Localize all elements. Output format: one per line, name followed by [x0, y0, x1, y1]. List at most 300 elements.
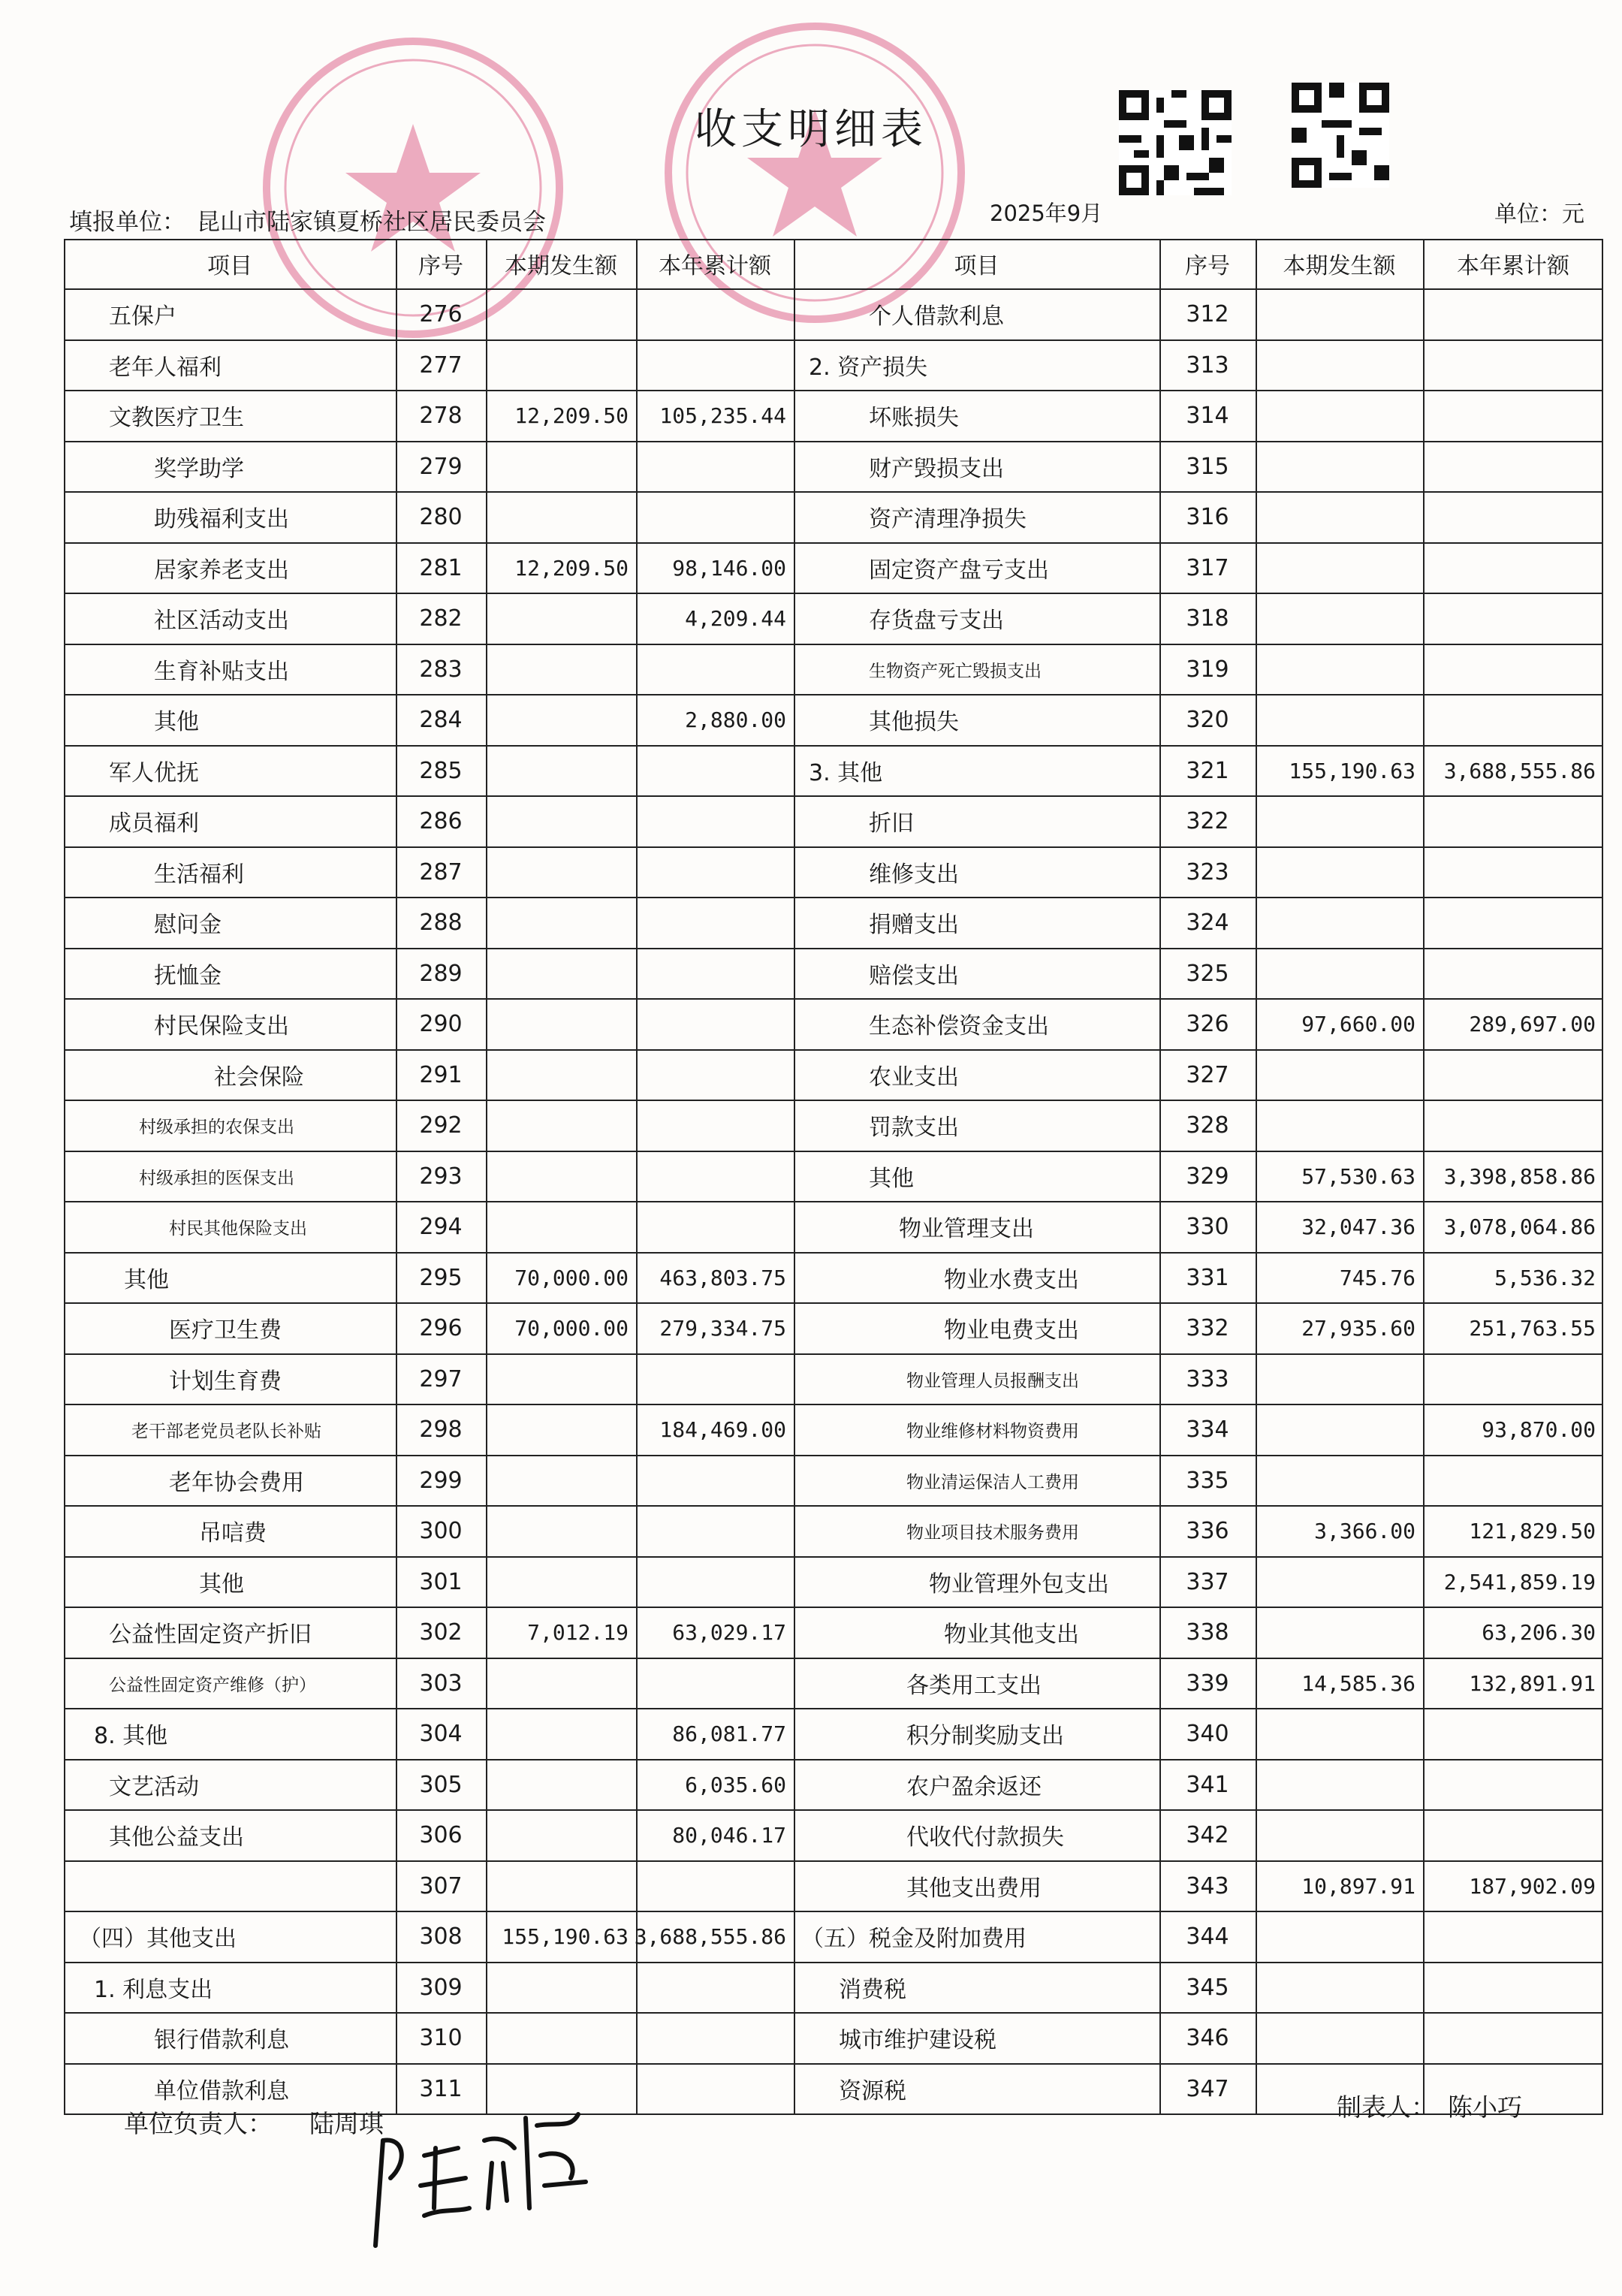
left-row-ytd-amount — [636, 897, 786, 948]
left-row-current-amount — [486, 745, 629, 796]
left-row-item-label: 助残福利支出 — [154, 506, 289, 533]
right-row-current-amount — [1256, 542, 1415, 593]
left-row-ytd-amount: 86,081.77 — [672, 1721, 786, 1746]
left-row-seq: 306 — [419, 1821, 463, 1848]
right-row-current-amount — [1256, 491, 1415, 542]
right-row-seq: 319 — [1186, 656, 1229, 683]
right-row-seq: 328 — [1186, 1112, 1229, 1139]
left-row-ytd-amount — [636, 2063, 786, 2114]
left-row-item-label: 生活福利 — [154, 861, 244, 888]
left-row-item-label: 成员福利 — [109, 810, 199, 837]
right-row-ytd-amount — [1423, 339, 1596, 391]
left-row-seq: 292 — [419, 1112, 463, 1139]
preparer-name: 陈小巧 — [1448, 2092, 1522, 2122]
left-row-item-label: 慰问金 — [154, 912, 222, 938]
left-row-current-amount — [486, 441, 629, 492]
left-row-ytd-amount — [636, 1962, 786, 2013]
right-row-item-label: （五）税金及附加费用 — [801, 1926, 1027, 1952]
right-row-ytd-amount: 3,688,555.86 — [1443, 758, 1596, 783]
right-row-seq: 338 — [1186, 1619, 1229, 1646]
right-row-ytd-amount: 132,891.91 — [1469, 1670, 1596, 1696]
left-header-current: 本期发生额 — [505, 253, 617, 279]
right-row-ytd-amount — [1423, 948, 1596, 999]
left-row-current-amount — [486, 1708, 629, 1759]
right-row-current-amount — [1256, 1455, 1415, 1506]
right-row-ytd-amount: 5,536.32 — [1494, 1265, 1596, 1290]
right-row-ytd-amount — [1423, 288, 1596, 339]
right-row-item-label: 物业管理人员报酬支出 — [906, 1371, 1079, 1391]
right-row-seq: 322 — [1186, 807, 1229, 834]
left-row-current-amount — [486, 1809, 629, 1860]
left-row-item-label: 公益性固定资产维修（护） — [109, 1675, 316, 1695]
right-row-item-label: 资产清理净损失 — [869, 506, 1027, 533]
left-row-item-label: 社会保险 — [214, 1064, 304, 1091]
left-row-current-amount — [486, 1353, 629, 1404]
left-row-item-label: 其他 — [154, 709, 199, 735]
left-row-ytd-amount — [636, 1353, 786, 1404]
right-row-current-amount — [1256, 1809, 1415, 1860]
right-row-item-label: 3. 其他 — [809, 760, 883, 786]
left-row-current-amount — [486, 1049, 629, 1100]
left-row-seq: 276 — [419, 300, 463, 327]
left-row-current-amount — [486, 644, 629, 695]
right-row-current-amount: 745.76 — [1339, 1265, 1415, 1290]
right-row-current-amount — [1256, 1708, 1415, 1759]
left-row-ytd-amount — [636, 1556, 786, 1607]
left-row-item-label: 奖学助学 — [154, 456, 244, 482]
left-row-seq: 304 — [419, 1720, 463, 1747]
right-row-current-amount — [1256, 1404, 1415, 1455]
handwritten-signature — [353, 2095, 601, 2253]
left-row-seq: 283 — [419, 656, 463, 683]
left-row-item-label: 其他 — [124, 1267, 169, 1293]
right-row-ytd-amount — [1423, 1708, 1596, 1759]
left-row-current-amount — [486, 1505, 629, 1556]
left-row-ytd-amount — [636, 1455, 786, 1506]
left-header-item: 项目 — [207, 253, 252, 279]
right-row-item-label: 维修支出 — [869, 861, 959, 888]
right-row-item-label: 2. 资产损失 — [809, 355, 928, 381]
right-row-item-label: 个人借款利息 — [869, 303, 1004, 330]
right-row-ytd-amount — [1423, 491, 1596, 542]
right-row-ytd-amount — [1423, 1759, 1596, 1810]
right-row-current-amount — [1256, 1556, 1415, 1607]
right-row-seq: 345 — [1186, 1974, 1229, 2001]
left-row-current-amount — [486, 1201, 629, 1252]
right-row-current-amount — [1256, 846, 1415, 898]
left-row-seq: 308 — [419, 1923, 463, 1950]
table-vertical-rule — [1602, 239, 1603, 2113]
right-row-ytd-amount — [1423, 1049, 1596, 1100]
left-row-seq: 279 — [419, 453, 463, 480]
right-row-ytd-amount — [1423, 390, 1596, 441]
right-row-ytd-amount — [1423, 2012, 1596, 2063]
left-row-ytd-amount: 98,146.00 — [672, 555, 786, 581]
left-row-seq: 277 — [419, 351, 463, 379]
right-row-seq: 336 — [1186, 1517, 1229, 1544]
left-row-item-label: 村民保险支出 — [154, 1013, 289, 1039]
left-row-current-amount: 12,209.50 — [514, 555, 629, 581]
right-row-current-amount: 14,585.36 — [1301, 1670, 1415, 1696]
right-row-current-amount: 97,660.00 — [1301, 1011, 1415, 1036]
unit-head-name: 陆周琪 — [309, 2109, 384, 2138]
left-row-current-amount — [486, 593, 629, 644]
left-row-current-amount — [486, 1100, 629, 1151]
left-row-seq: 280 — [419, 503, 463, 530]
left-row-current-amount — [486, 1759, 629, 1810]
right-row-item-label: 农业支出 — [869, 1064, 959, 1091]
right-header-ytd: 本年累计额 — [1457, 253, 1569, 279]
right-row-seq: 337 — [1186, 1568, 1229, 1595]
right-row-seq: 323 — [1186, 858, 1229, 886]
left-row-ytd-amount: 6,035.60 — [685, 1772, 786, 1797]
left-row-ytd-amount — [636, 846, 786, 898]
right-row-item-label: 物业管理外包支出 — [929, 1571, 1109, 1598]
left-row-seq: 297 — [419, 1365, 463, 1392]
left-row-item-label: 抚恤金 — [154, 963, 222, 989]
left-row-item-label: 单位借款利息 — [154, 2078, 289, 2104]
left-row-ytd-amount: 184,469.00 — [659, 1417, 786, 1442]
right-row-seq: 313 — [1186, 351, 1229, 379]
left-row-ytd-amount: 463,803.75 — [659, 1265, 786, 1290]
left-row-ytd-amount — [636, 441, 786, 492]
left-row-item-label: 8. 其他 — [94, 1723, 168, 1749]
left-row-current-amount — [486, 1404, 629, 1455]
right-row-seq: 330 — [1186, 1213, 1229, 1240]
right-row-item-label: 固定资产盘亏支出 — [869, 557, 1049, 584]
right-row-seq: 327 — [1186, 1061, 1229, 1088]
left-row-current-amount — [486, 998, 629, 1049]
left-row-item-label: 文教医疗卫生 — [109, 405, 244, 431]
left-row-ytd-amount — [636, 998, 786, 1049]
left-row-ytd-amount: 63,029.17 — [672, 1619, 786, 1645]
right-row-ytd-amount — [1423, 1353, 1596, 1404]
right-row-ytd-amount — [1423, 897, 1596, 948]
right-row-ytd-amount — [1423, 1962, 1596, 2013]
left-row-seq: 291 — [419, 1061, 463, 1088]
right-row-current-amount: 32,047.36 — [1301, 1214, 1415, 1239]
right-row-item-label: 物业项目技术服务费用 — [906, 1522, 1079, 1543]
left-row-current-amount — [486, 1455, 629, 1506]
right-row-ytd-amount — [1423, 441, 1596, 492]
left-row-current-amount — [486, 795, 629, 846]
right-row-current-amount — [1256, 1759, 1415, 1810]
left-row-seq: 290 — [419, 1010, 463, 1037]
right-row-item-label: 捐赠支出 — [869, 912, 959, 938]
right-row-item-label: 折旧 — [869, 810, 914, 837]
right-row-current-amount: 57,530.63 — [1301, 1163, 1415, 1189]
left-row-current-amount: 70,000.00 — [514, 1315, 629, 1341]
right-row-item-label: 物业水费支出 — [944, 1267, 1079, 1293]
left-row-current-amount — [486, 897, 629, 948]
right-row-current-amount — [1256, 288, 1415, 339]
left-row-seq: 299 — [419, 1467, 463, 1494]
right-row-item-label: 坏账损失 — [869, 405, 959, 431]
left-row-seq: 310 — [419, 2024, 463, 2051]
left-row-ytd-amount — [636, 745, 786, 796]
left-row-current-amount — [486, 1151, 629, 1202]
left-row-seq: 282 — [419, 605, 463, 632]
right-row-seq: 320 — [1186, 706, 1229, 733]
left-row-item-label: 村级承担的医保支出 — [139, 1168, 294, 1188]
left-row-ytd-amount — [636, 491, 786, 542]
right-row-seq: 333 — [1186, 1365, 1229, 1392]
left-row-current-amount — [486, 491, 629, 542]
left-row-item-label: 居家养老支出 — [154, 557, 289, 584]
right-row-current-amount — [1256, 1100, 1415, 1151]
left-row-ytd-amount — [636, 1151, 786, 1202]
left-row-ytd-amount — [636, 1049, 786, 1100]
right-row-seq: 318 — [1186, 605, 1229, 632]
right-row-seq: 346 — [1186, 2024, 1229, 2051]
left-row-current-amount — [486, 846, 629, 898]
right-header-seq: 序号 — [1185, 253, 1230, 279]
left-row-current-amount — [486, 948, 629, 999]
preparer-label: 制表人： — [1337, 2092, 1436, 2122]
left-row-current-amount — [486, 2012, 629, 2063]
right-row-current-amount — [1256, 694, 1415, 745]
right-row-seq: 342 — [1186, 1821, 1229, 1848]
left-row-current-amount: 155,190.63 — [502, 1923, 629, 1949]
right-row-ytd-amount: 121,829.50 — [1469, 1518, 1596, 1543]
right-row-item-label: 存货盘亏支出 — [869, 608, 1004, 634]
right-row-item-label: 消费税 — [839, 1977, 906, 2003]
right-row-seq: 325 — [1186, 960, 1229, 987]
left-row-seq: 305 — [419, 1771, 463, 1798]
left-row-seq: 293 — [419, 1163, 463, 1190]
left-row-seq: 301 — [419, 1568, 463, 1595]
right-row-seq: 347 — [1186, 2075, 1229, 2102]
left-row-seq: 295 — [419, 1264, 463, 1291]
table-vertical-rule — [64, 239, 65, 2113]
right-row-ytd-amount: 63,206.30 — [1482, 1619, 1596, 1645]
right-row-seq: 326 — [1186, 1010, 1229, 1037]
right-row-item-label: 生物资产死亡毁损支出 — [869, 661, 1042, 681]
right-row-ytd-amount — [1423, 1100, 1596, 1151]
left-row-current-amount — [486, 288, 629, 339]
right-row-ytd-amount: 289,697.00 — [1469, 1011, 1596, 1036]
right-row-current-amount — [1256, 948, 1415, 999]
right-row-seq: 312 — [1186, 300, 1229, 327]
left-row-seq: 288 — [419, 909, 463, 936]
left-row-item-label: 村民其他保险支出 — [169, 1218, 307, 1239]
right-row-seq: 335 — [1186, 1467, 1229, 1494]
page-title: 收支明细表 — [695, 105, 927, 154]
left-row-seq: 285 — [419, 757, 463, 784]
right-row-seq: 343 — [1186, 1872, 1229, 1899]
left-row-item-label: 1. 利息支出 — [94, 1977, 213, 2003]
right-row-seq: 340 — [1186, 1720, 1229, 1747]
right-row-seq: 332 — [1186, 1314, 1229, 1341]
right-row-item-label: 财产毁损支出 — [869, 456, 1004, 482]
right-row-ytd-amount — [1423, 542, 1596, 593]
left-row-ytd-amount — [636, 1505, 786, 1556]
right-row-ytd-amount: 3,398,858.86 — [1443, 1163, 1596, 1189]
left-row-seq: 296 — [419, 1314, 463, 1341]
left-row-ytd-amount — [636, 2012, 786, 2063]
expense-detail-table — [64, 239, 1603, 2104]
right-row-ytd-amount — [1423, 694, 1596, 745]
report-period: 2025年9月 — [990, 201, 1103, 226]
left-row-current-amount: 70,000.00 — [514, 1265, 629, 1290]
right-row-current-amount — [1256, 339, 1415, 391]
right-row-item-label: 物业管理支出 — [899, 1216, 1034, 1242]
right-row-item-label: 城市维护建设税 — [839, 2027, 996, 2053]
left-row-ytd-amount: 4,209.44 — [685, 605, 786, 631]
left-row-ytd-amount: 2,880.00 — [685, 707, 786, 732]
right-row-current-amount: 27,935.60 — [1301, 1315, 1415, 1341]
right-row-item-label: 物业维修材料物资费用 — [906, 1421, 1079, 1441]
left-row-seq: 294 — [419, 1213, 463, 1240]
right-row-seq: 316 — [1186, 503, 1229, 530]
right-row-seq: 344 — [1186, 1923, 1229, 1950]
right-row-item-label: 各类用工支出 — [906, 1673, 1042, 1699]
left-row-item-label: 军人优抚 — [109, 760, 199, 786]
currency-unit: 单位：元 — [1494, 201, 1584, 228]
left-header-seq: 序号 — [418, 253, 463, 279]
left-row-ytd-amount: 3,688,555.86 — [634, 1923, 786, 1949]
left-row-item-label: 五保户 — [109, 303, 176, 330]
left-row-seq: 286 — [419, 807, 463, 834]
left-row-seq: 309 — [419, 1974, 463, 2001]
left-row-seq: 278 — [419, 402, 463, 429]
right-row-seq: 341 — [1186, 1771, 1229, 1798]
right-row-ytd-amount — [1423, 1455, 1596, 1506]
right-row-item-label: 赔偿支出 — [869, 963, 959, 989]
left-row-seq: 303 — [419, 1670, 463, 1697]
left-row-item-label: 村级承担的农保支出 — [139, 1117, 294, 1137]
right-row-current-amount — [1256, 1353, 1415, 1404]
right-row-item-label: 积分制奖励支出 — [906, 1723, 1064, 1749]
left-row-item-label: 生育补贴支出 — [154, 659, 289, 685]
right-row-item-label: 生态补偿资金支出 — [869, 1013, 1049, 1039]
right-row-seq: 324 — [1186, 909, 1229, 936]
right-row-seq: 315 — [1186, 453, 1229, 480]
left-row-ytd-amount: 105,235.44 — [659, 403, 786, 428]
left-row-current-amount — [486, 2063, 629, 2114]
right-row-seq: 331 — [1186, 1264, 1229, 1291]
left-row-item-label: （四）其他支出 — [79, 1926, 237, 1952]
right-row-current-amount — [1256, 1911, 1415, 1962]
left-row-ytd-amount: 80,046.17 — [672, 1822, 786, 1848]
left-row-ytd-amount — [636, 288, 786, 339]
left-row-ytd-amount — [636, 644, 786, 695]
left-row-seq: 311 — [419, 2075, 463, 2102]
left-row-ytd-amount — [636, 948, 786, 999]
left-row-current-amount — [486, 1658, 629, 1709]
left-row-ytd-amount — [636, 1860, 786, 1911]
right-row-ytd-amount: 2,541,859.19 — [1443, 1569, 1596, 1595]
left-row-item-label: 其他公益支出 — [109, 1824, 244, 1851]
right-row-current-amount — [1256, 644, 1415, 695]
right-row-item-label: 其他损失 — [869, 709, 959, 735]
right-row-ytd-amount: 187,902.09 — [1469, 1873, 1596, 1899]
left-row-item-label: 文艺活动 — [109, 1774, 199, 1800]
left-row-ytd-amount — [636, 795, 786, 846]
right-row-item-label: 其他 — [869, 1166, 914, 1192]
left-row-ytd-amount — [636, 1658, 786, 1709]
left-row-seq: 287 — [419, 858, 463, 886]
right-row-ytd-amount: 3,078,064.86 — [1443, 1214, 1596, 1239]
left-row-current-amount — [486, 694, 629, 745]
left-row-seq: 307 — [419, 1872, 463, 1899]
left-row-item-label: 计划生育费 — [169, 1368, 282, 1395]
left-row-seq: 289 — [419, 960, 463, 987]
right-row-current-amount — [1256, 441, 1415, 492]
right-row-seq: 317 — [1186, 554, 1229, 581]
right-row-ytd-amount — [1423, 644, 1596, 695]
right-row-ytd-amount: 251,763.55 — [1469, 1315, 1596, 1341]
right-row-ytd-amount — [1423, 593, 1596, 644]
left-row-item-label — [64, 1860, 396, 1911]
right-row-current-amount — [1256, 593, 1415, 644]
left-row-ytd-amount — [636, 1100, 786, 1151]
left-row-current-amount: 12,209.50 — [514, 403, 629, 428]
left-row-current-amount: 7,012.19 — [527, 1619, 629, 1645]
left-row-item-label: 老干部老党员老队长补贴 — [131, 1421, 321, 1441]
left-row-item-label: 社区活动支出 — [154, 608, 289, 634]
left-header-ytd: 本年累计额 — [659, 253, 771, 279]
right-row-current-amount: 3,366.00 — [1314, 1518, 1415, 1543]
left-row-seq: 284 — [419, 706, 463, 733]
left-row-item-label: 老年人福利 — [109, 355, 222, 381]
right-row-item-label: 物业清运保洁人工费用 — [906, 1472, 1079, 1492]
right-row-item-label: 其他支出费用 — [906, 1875, 1042, 1902]
left-row-item-label: 银行借款利息 — [154, 2027, 289, 2053]
left-row-current-amount — [486, 1556, 629, 1607]
left-row-item-label: 医疗卫生费 — [169, 1317, 282, 1344]
left-row-ytd-amount: 279,334.75 — [659, 1315, 786, 1341]
right-row-seq: 334 — [1186, 1416, 1229, 1443]
left-row-current-amount — [486, 1860, 629, 1911]
right-row-item-label: 资源税 — [839, 2078, 906, 2104]
right-row-item-label: 罚款支出 — [869, 1115, 959, 1141]
left-row-ytd-amount — [636, 1201, 786, 1252]
right-row-ytd-amount — [1423, 795, 1596, 846]
right-row-seq: 339 — [1186, 1670, 1229, 1697]
right-row-current-amount — [1256, 390, 1415, 441]
right-header-current: 本期发生额 — [1283, 253, 1396, 279]
right-row-current-amount: 10,897.91 — [1301, 1873, 1415, 1899]
right-row-ytd-amount — [1423, 1809, 1596, 1860]
left-row-current-amount — [486, 339, 629, 391]
right-row-current-amount — [1256, 795, 1415, 846]
right-row-ytd-amount — [1423, 846, 1596, 898]
left-row-current-amount — [486, 1962, 629, 2013]
left-row-seq: 302 — [419, 1619, 463, 1646]
right-row-current-amount: 155,190.63 — [1289, 758, 1415, 783]
reporting-unit-label: 填报单位： — [69, 209, 185, 236]
right-row-item-label: 代收代付款损失 — [906, 1824, 1064, 1851]
left-row-item-label: 吊唁费 — [199, 1520, 267, 1546]
right-row-seq: 321 — [1186, 757, 1229, 784]
left-row-item-label: 其他 — [199, 1571, 244, 1598]
right-row-seq: 314 — [1186, 402, 1229, 429]
right-header-item: 项目 — [954, 253, 999, 279]
left-row-seq: 300 — [419, 1517, 463, 1544]
right-row-seq: 329 — [1186, 1163, 1229, 1190]
unit-head-label: 单位负责人： — [124, 2109, 273, 2138]
left-row-item-label: 老年协会费用 — [169, 1470, 304, 1496]
right-row-current-amount — [1256, 1607, 1415, 1658]
right-row-current-amount — [1256, 1962, 1415, 2013]
right-row-ytd-amount — [1423, 1911, 1596, 1962]
right-row-ytd-amount: 93,870.00 — [1482, 1417, 1596, 1442]
right-row-item-label: 农户盈余返还 — [906, 1774, 1042, 1800]
left-row-item-label: 公益性固定资产折旧 — [109, 1622, 312, 1648]
table-vertical-rule — [794, 239, 795, 2113]
left-row-seq: 281 — [419, 554, 463, 581]
